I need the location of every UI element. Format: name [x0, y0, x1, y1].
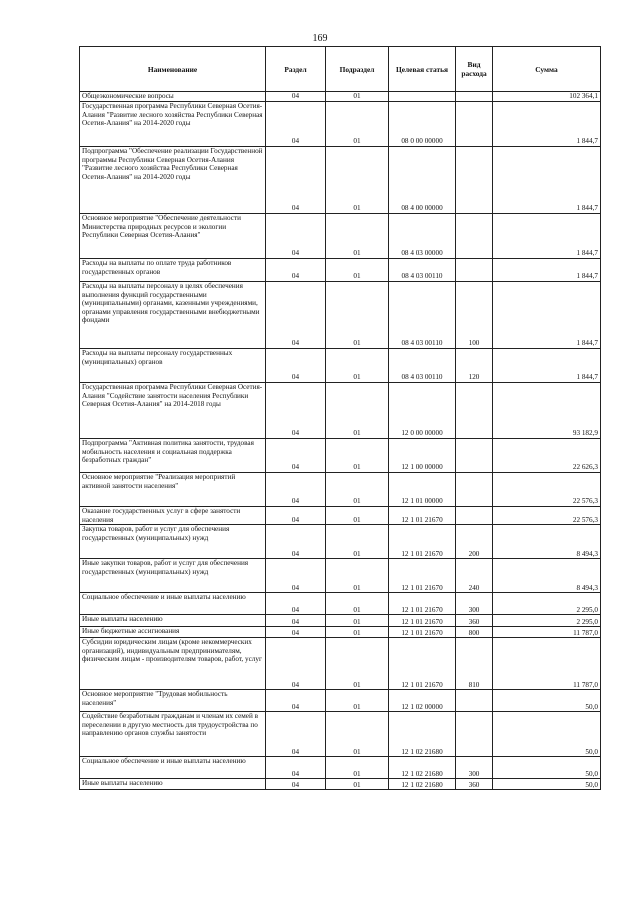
row-section: 04 — [266, 615, 326, 627]
row-section: 04 — [266, 712, 326, 757]
row-name: Расходы на выплаты персоналу в целях обеспечения выполнения функций государственными (муниципальными) органами, казенными учреждениями, органами управления государственными внебюджетными фондами — [80, 282, 266, 349]
row-subsection: 01 — [326, 259, 389, 282]
row-name: Социальное обеспечение и иные выплаты населению — [80, 757, 266, 779]
budget-table — [79, 46, 601, 790]
table-row — [80, 214, 601, 259]
row-name: Основное мероприятие "Трудовая мобильность населения" — [80, 690, 266, 712]
row-target: 12 1 01 21670 — [389, 593, 456, 615]
row-name: Субсидии юридическим лицам (кроме некоммерческих организаций), индивидуальным предпринимателям, физическим лицам - производителям товаров, работ, услуг — [80, 638, 266, 690]
row-name: Расходы на выплаты персоналу государственных (муниципальных) органов — [80, 349, 266, 383]
row-section: 04 — [266, 349, 326, 383]
row-section: 04 — [266, 439, 326, 473]
row-target: 12 1 01 21670 — [389, 627, 456, 638]
table-row — [80, 473, 601, 507]
row-name: Расходы на выплаты по оплате труда работников государственных органов — [80, 259, 266, 282]
row-amount: 1 844,7 — [493, 102, 601, 147]
row-amount: 8 494,3 — [493, 525, 601, 559]
row-subsection: 01 — [326, 779, 389, 790]
row-expense-type — [456, 507, 493, 525]
row-name: Государственная программа Республики Северная Осетия-Алания "Развитие лесного хозяйства Республики Северная Осетия-Алания" на 2014-2020 годы — [80, 102, 266, 147]
row-expense-type — [456, 473, 493, 507]
row-subsection: 01 — [326, 593, 389, 615]
row-expense-type: 240 — [456, 559, 493, 593]
column-header-section: Раздел — [266, 47, 326, 92]
row-target: 08 4 03 00110 — [389, 282, 456, 349]
row-section: 04 — [266, 507, 326, 525]
row-name: Иные закупки товаров, работ и услуг для обеспечения государственных (муниципальных) нужд — [80, 559, 266, 593]
table-row — [80, 525, 601, 559]
column-header-amount: Сумма — [493, 47, 601, 92]
row-expense-type: 300 — [456, 757, 493, 779]
row-amount: 22 626,3 — [493, 439, 601, 473]
table-row — [80, 593, 601, 615]
row-target: 08 4 03 00110 — [389, 349, 456, 383]
table-row — [80, 282, 601, 349]
row-section: 04 — [266, 627, 326, 638]
row-amount: 50,0 — [493, 712, 601, 757]
row-section: 04 — [266, 559, 326, 593]
row-subsection: 01 — [326, 439, 389, 473]
row-amount: 2 295,0 — [493, 615, 601, 627]
row-expense-type — [456, 102, 493, 147]
table-row — [80, 102, 601, 147]
row-subsection: 01 — [326, 712, 389, 757]
row-name: Содействие безработным гражданам и членам их семей в переселении в другую местность для трудоустройства по направлению органов службы занятости — [80, 712, 266, 757]
row-amount: 22 576,3 — [493, 507, 601, 525]
row-section: 04 — [266, 214, 326, 259]
row-subsection: 01 — [326, 282, 389, 349]
row-amount: 8 494,3 — [493, 559, 601, 593]
table-row — [80, 690, 601, 712]
row-name: Оказание государственных услуг в сфере занятости населения — [80, 507, 266, 525]
row-section: 04 — [266, 147, 326, 214]
row-name: Подпрограмма "Обеспечение реализации Государственной программы Республики Северная Осетия-Алания "Развитие лесного хозяйства Республики Северная Осетия-Алания" на 2014-2020 годы — [80, 147, 266, 214]
table-row — [80, 349, 601, 383]
row-amount: 93 182,9 — [493, 383, 601, 439]
row-amount: 50,0 — [493, 779, 601, 790]
row-amount: 50,0 — [493, 690, 601, 712]
row-section: 04 — [266, 383, 326, 439]
row-subsection: 01 — [326, 559, 389, 593]
row-target: 12 1 02 21680 — [389, 757, 456, 779]
row-subsection: 01 — [326, 147, 389, 214]
table-header-row — [80, 47, 601, 92]
page-number: 169 — [312, 33, 328, 44]
row-name: Основное мероприятие "Обеспечение деятельности Министерства природных ресурсов и экологии Республики Северная Осетия-Алания" — [80, 214, 266, 259]
row-section: 04 — [266, 593, 326, 615]
row-target: 08 4 03 00110 — [389, 259, 456, 282]
column-header-subsection: Подраздел — [326, 47, 389, 92]
row-amount: 11 787,0 — [493, 638, 601, 690]
row-expense-type: 360 — [456, 615, 493, 627]
table-row — [80, 259, 601, 282]
row-expense-type — [456, 92, 493, 102]
row-amount: 11 787,0 — [493, 627, 601, 638]
table-row — [80, 439, 601, 473]
row-expense-type — [456, 383, 493, 439]
row-amount: 1 844,7 — [493, 259, 601, 282]
row-name: Иные бюджетные ассигнования — [80, 627, 266, 638]
row-expense-type: 360 — [456, 779, 493, 790]
row-amount: 2 295,0 — [493, 593, 601, 615]
table-row — [80, 627, 601, 638]
row-name: Общеэкономические вопросы — [80, 92, 266, 102]
row-target: 12 0 00 00000 — [389, 383, 456, 439]
row-subsection: 01 — [326, 525, 389, 559]
row-subsection: 01 — [326, 507, 389, 525]
row-section: 04 — [266, 282, 326, 349]
table-row — [80, 559, 601, 593]
row-amount: 22 576,3 — [493, 473, 601, 507]
table-row — [80, 383, 601, 439]
row-name: Подпрограмма "Активная политика занятости, трудовая мобильность населения и социальная поддержка безработных граждан" — [80, 439, 266, 473]
row-target: 12 1 01 21670 — [389, 525, 456, 559]
column-header-target: Целевая статья — [389, 47, 456, 92]
table-row — [80, 507, 601, 525]
row-section: 04 — [266, 690, 326, 712]
row-target: 12 1 01 21670 — [389, 507, 456, 525]
row-expense-type — [456, 147, 493, 214]
row-name: Государственная программа Республики Северная Осетия-Алания "Содействие занятости населения Республики Северная Осетия-Алания" на 2014-2018 годы — [80, 383, 266, 439]
row-target: 12 1 01 21670 — [389, 615, 456, 627]
row-subsection: 01 — [326, 102, 389, 147]
row-subsection: 01 — [326, 757, 389, 779]
table-row — [80, 615, 601, 627]
row-section: 04 — [266, 102, 326, 147]
row-expense-type: 300 — [456, 593, 493, 615]
row-target: 12 1 01 21670 — [389, 638, 456, 690]
table-row — [80, 147, 601, 214]
row-section: 04 — [266, 92, 326, 102]
table-row — [80, 712, 601, 757]
row-target: 12 1 01 21670 — [389, 559, 456, 593]
table-row — [80, 92, 601, 102]
row-amount: 1 844,7 — [493, 147, 601, 214]
row-expense-type: 200 — [456, 525, 493, 559]
row-target: 08 4 03 00000 — [389, 214, 456, 259]
row-expense-type — [456, 214, 493, 259]
row-expense-type — [456, 690, 493, 712]
row-subsection: 01 — [326, 473, 389, 507]
row-section: 04 — [266, 525, 326, 559]
row-amount: 1 844,7 — [493, 349, 601, 383]
row-amount: 102 364,1 — [493, 92, 601, 102]
row-target: 12 1 00 00000 — [389, 439, 456, 473]
row-target: 12 1 01 00000 — [389, 473, 456, 507]
row-section: 04 — [266, 473, 326, 507]
row-name: Иные выплаты населению — [80, 779, 266, 790]
row-section: 04 — [266, 779, 326, 790]
row-target: 12 1 02 00000 — [389, 690, 456, 712]
table-row — [80, 779, 601, 790]
row-section: 04 — [266, 638, 326, 690]
row-name: Социальное обеспечение и иные выплаты населению — [80, 593, 266, 615]
column-header-expense-type: Вид расхода — [456, 47, 493, 92]
row-expense-type: 810 — [456, 638, 493, 690]
row-amount: 1 844,7 — [493, 282, 601, 349]
row-subsection: 01 — [326, 383, 389, 439]
row-target: 08 4 00 00000 — [389, 147, 456, 214]
row-expense-type: 800 — [456, 627, 493, 638]
row-expense-type: 120 — [456, 349, 493, 383]
row-subsection: 01 — [326, 349, 389, 383]
row-subsection: 01 — [326, 690, 389, 712]
column-header-name: Наименование — [80, 47, 266, 92]
row-subsection: 01 — [326, 638, 389, 690]
table-row — [80, 638, 601, 690]
row-expense-type — [456, 712, 493, 757]
row-section: 04 — [266, 259, 326, 282]
row-expense-type — [456, 259, 493, 282]
row-target: 08 0 00 00000 — [389, 102, 456, 147]
row-subsection: 01 — [326, 615, 389, 627]
row-target: 12 1 02 21680 — [389, 712, 456, 757]
row-name: Основное мероприятие "Реализация мероприятий активной занятости населения" — [80, 473, 266, 507]
row-name: Иные выплаты населению — [80, 615, 266, 627]
row-name: Закупка товаров, работ и услуг для обеспечения государственных (муниципальных) нужд — [80, 525, 266, 559]
table-row — [80, 757, 601, 779]
row-target: 12 1 02 21680 — [389, 779, 456, 790]
row-subsection: 01 — [326, 214, 389, 259]
row-target — [389, 92, 456, 102]
row-expense-type — [456, 439, 493, 473]
row-amount: 50,0 — [493, 757, 601, 779]
row-amount: 1 844,7 — [493, 214, 601, 259]
row-section: 04 — [266, 757, 326, 779]
row-subsection: 01 — [326, 627, 389, 638]
row-expense-type: 100 — [456, 282, 493, 349]
row-subsection: 01 — [326, 92, 389, 102]
